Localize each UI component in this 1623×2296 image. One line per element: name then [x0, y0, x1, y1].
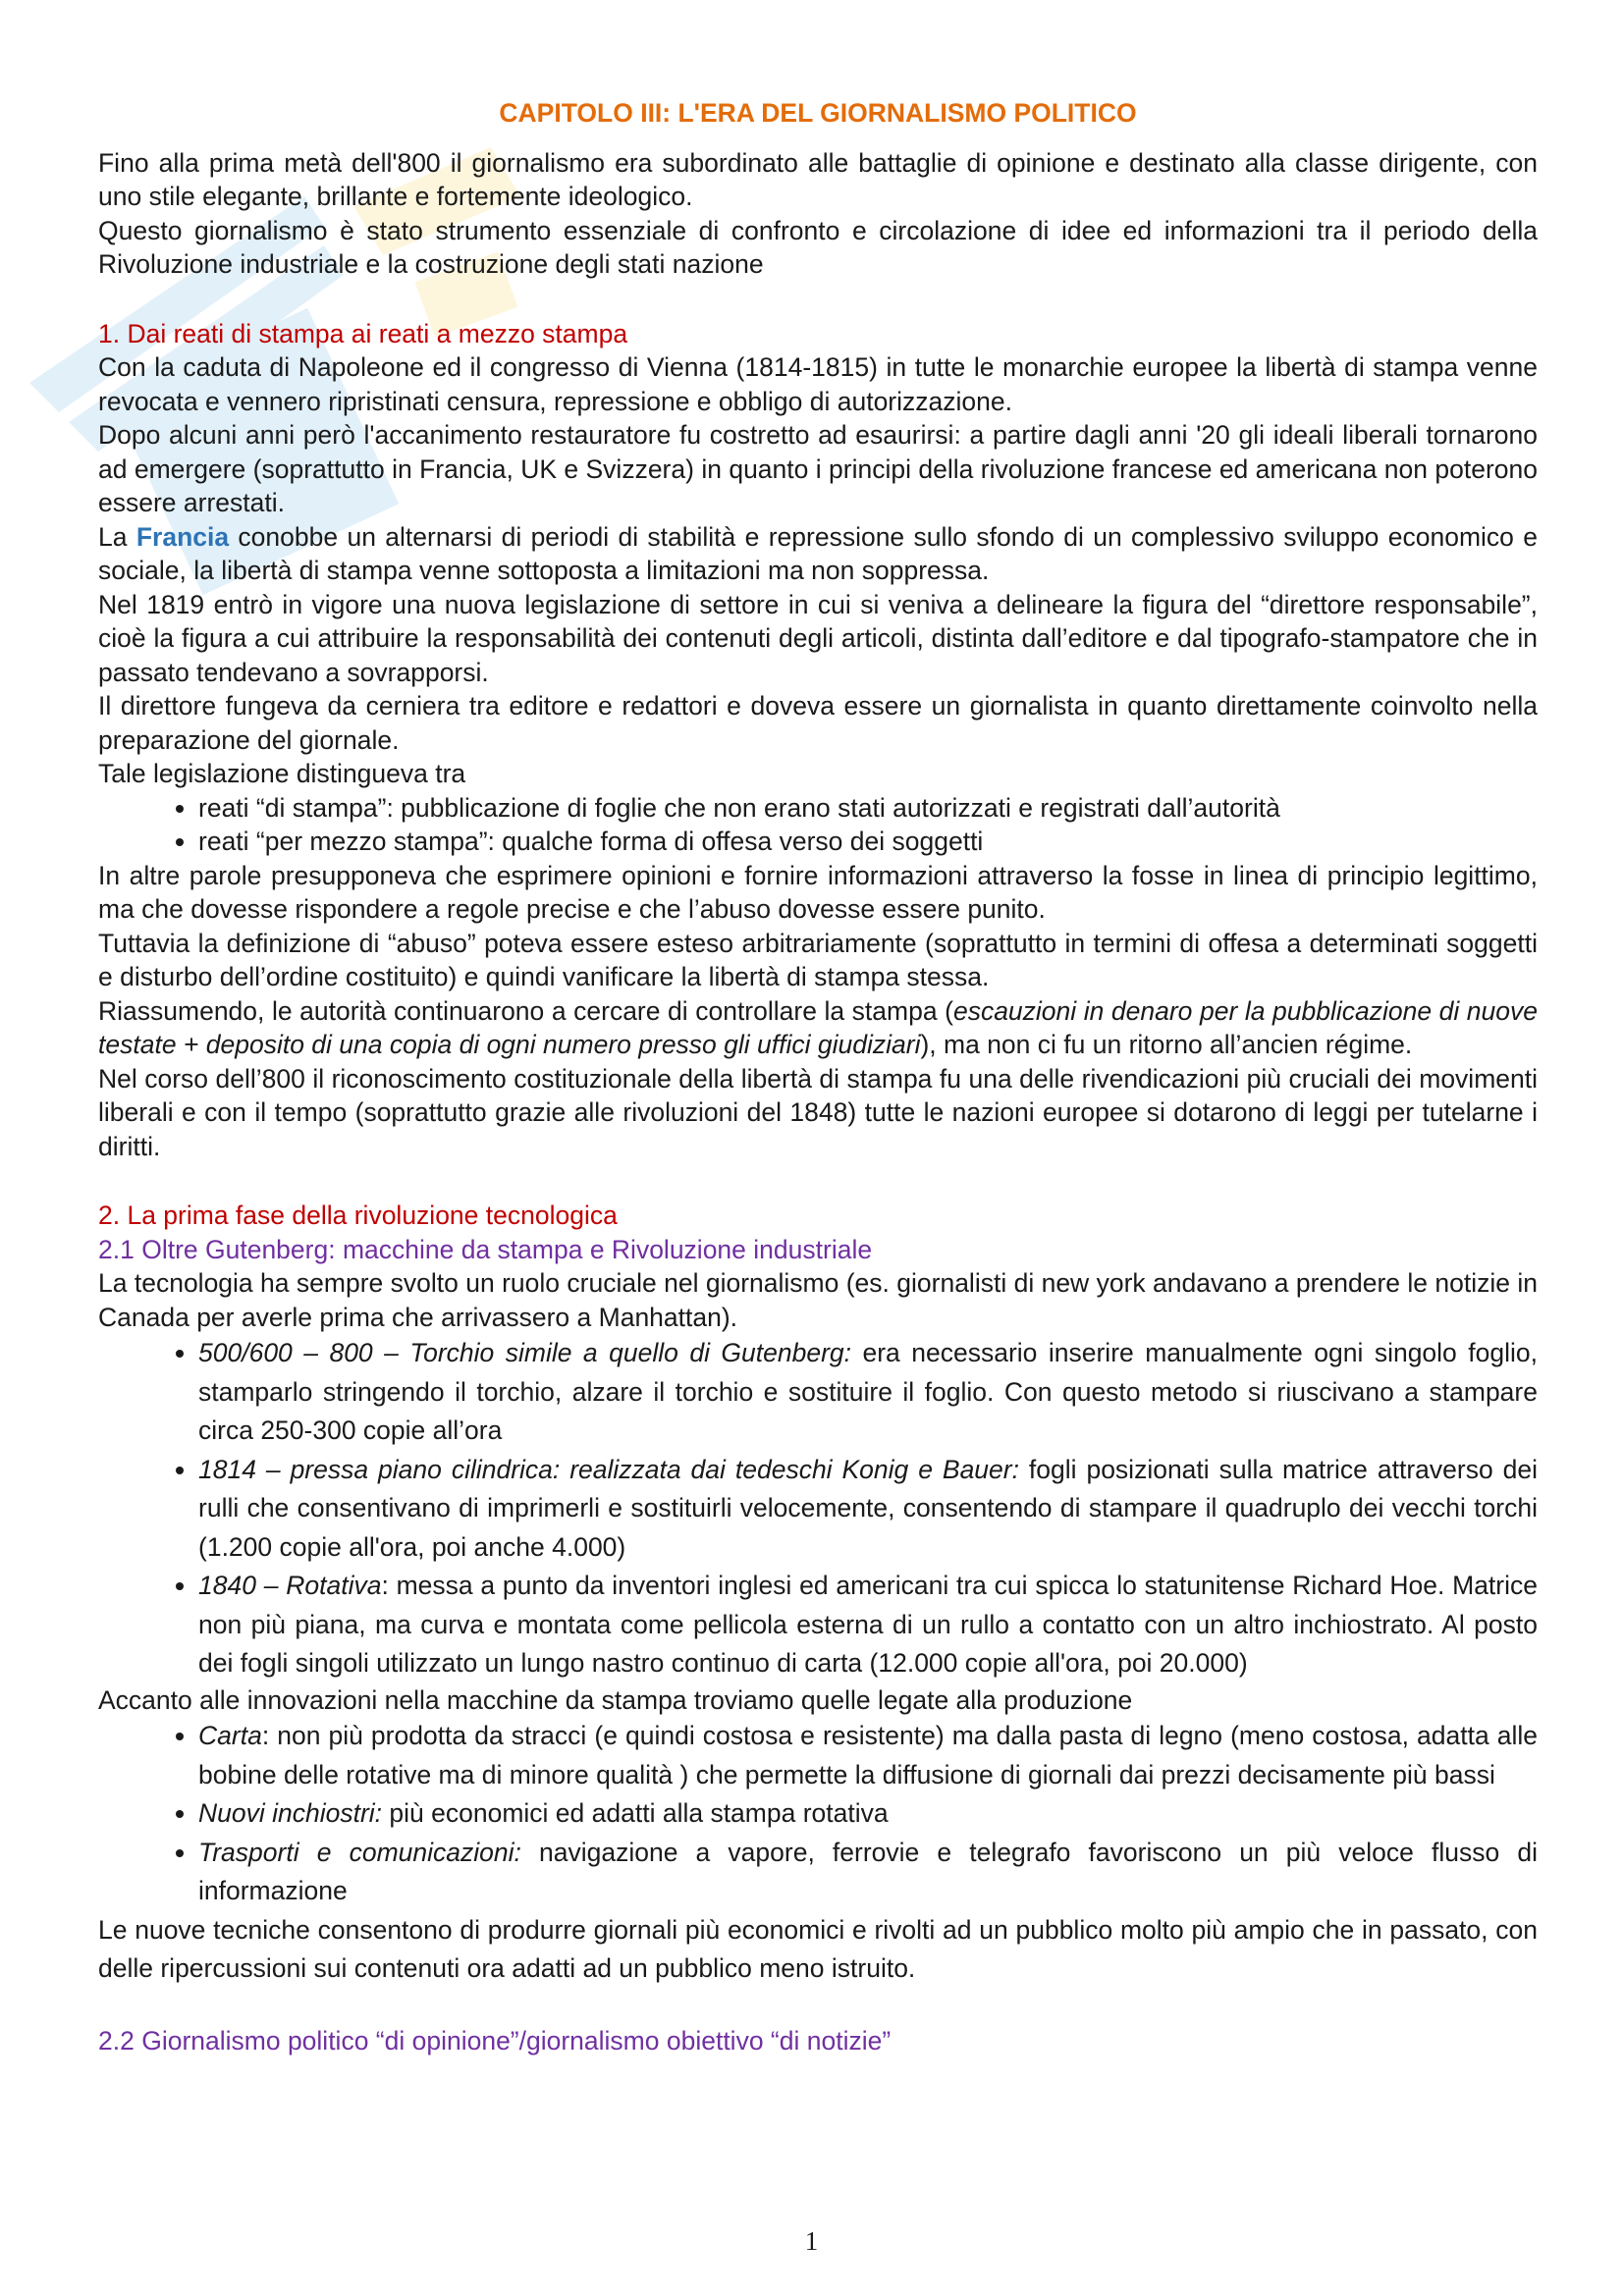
bullet-list [98, 1717, 1538, 1911]
text-span: La [98, 521, 136, 552]
list-item: • reati “di stampa”: pubblicazione di foglie che non erano stati autorizzati e registrati dall’autorità [198, 791, 1538, 826]
text-span: : non più prodotta da stracci (e quindi costosa e resistente) ma dalla pasta di legno (meno costosa, adatta alle bobine delle rotative ma di minore qualità ) che permette la diffusione di giornali dai prezzi decisamente più bassi [198, 1721, 1538, 1789]
paragraph: Con la caduta di Napoleone ed il congresso di Vienna (1814-1815) in tutte le monarchie europee la libertà di stampa venne revocata e vennero ripristinati censura, repressione e obbligo di autorizzazione. [98, 352, 1538, 416]
list-item [198, 1794, 1538, 1834]
paragraph: In altre parole presupponeva che esprimere opinioni e fornire informazioni attraverso la fosse in linea di principio legittimo, ma che dovesse rispondere a regole precise e che l’abuso dovesse essere punito. [98, 860, 1538, 924]
paragraph: Dopo alcuni anni però l'accanimento restauratore fu costretto ad esaurirsi: a partire dagli anni '20 gli ideali liberali tornarono ad emergere (soprattutto in Francia, UK e Svizzera) in quanto i principi della rivoluzione francese ed americana non poterono essere arrestati. [98, 420, 1538, 517]
document-page [98, 96, 1538, 2057]
italic-text: 1814 – pressa piano cilindrica: realizzata dai tedeschi Konig e Bauer: [198, 1454, 1019, 1484]
text-span: più economici ed adatti alla stampa rotativa [382, 1798, 889, 1828]
paragraph: Nel 1819 entrò in vigore una nuova legislazione di settore in cui si veniva a delineare la figura del “direttore responsabile”, cioè la figura a cui attribuire la responsabilità dei contenuti degli articoli, distinta dall’editore e dal tipografo-stampatore che in passato tendevano a sovrapporsi. [98, 589, 1538, 687]
italic-text: Carta [198, 1721, 262, 1750]
list-item [198, 1451, 1538, 1568]
list-item [198, 1334, 1538, 1451]
intro-paragraph: Questo giornalismo è stato strumento essenziale di confronto e circolazione di idee ed informazioni tra il periodo della Rivoluzione industriale e la costruzione degli stati nazione [98, 215, 1538, 279]
paragraph [98, 520, 1538, 588]
list-item: • reati “per mezzo stampa”: qualche forma di offesa verso dei soggetti [198, 825, 1538, 859]
intro-paragraph: Fino alla prima metà dell'800 il giornalismo era subordinato alle battaglie di opinione e destinato alla classe dirigente, con uno stile elegante, brillante e fortemente ideologico. [98, 147, 1538, 211]
paragraph: Tuttavia la definizione di “abuso” poteva essere esteso arbitrariamente (soprattutto in termini di offesa a determinati soggetti e disturbo dell’ordine costituito) e quindi vanificare la libertà di stampa stessa. [98, 928, 1538, 991]
text-span: : messa a punto da inventori inglesi ed americani tra cui spicca lo statunitense Richard Hoe. Matrice non più piana, ma curva e montata come pellicola esterna di un rullo a contatto con un altro inchiostrato. Al posto dei fogli singoli utilizzato un lungo nastro continuo di carta (12.000 copie all'ora, poi 20.000) [198, 1571, 1538, 1678]
italic-text: escauzioni in denaro per la pubblicazione di nuove testate + deposito di una copia di ogni numero presso gli uffici giudiziari [98, 995, 1538, 1059]
italic-text: 500/600 – 800 – Torchio simile a quello di Gutenberg: [198, 1338, 852, 1367]
text-span: fogli posizionati sulla matrice attraverso dei rulli che consentivano di imprimerli e sostituirli velocemente, consentendo di stampare il quadruplo dei vecchi torchi (1.200 copie all'ora, poi anche 4.000) [198, 1454, 1538, 1562]
paragraph: Accanto alle innovazioni nella macchine da stampa troviamo quelle legate alla produzione [98, 1684, 1133, 1715]
paragraph: Le nuove tecniche consentono di produrre giornali più economici e rivolti ad un pubblico molto più ampio che in passato, con delle ripercussioni sui contenuti ora adatti ad un pubblico meno istruito. [98, 1914, 1538, 1983]
paragraph: Nel corso dell’800 il riconoscimento costituzionale della libertà di stampa fu una delle rivendicazioni più cruciali dei movimenti liberali e con il tempo (soprattutto grazie alle rivoluzioni del 1848) tutte le nazioni europee si dotarono di leggi per tutelarne i diritti. [98, 1063, 1538, 1161]
text-span: ), ma non ci fu un ritorno all’ancien régime. [920, 1030, 1413, 1059]
section-heading: 1. Dai reati di stampa ai reati a mezzo stampa [98, 318, 628, 348]
paragraph: La tecnologia ha sempre svolto un ruolo cruciale nel giornalismo (es. giornalisti di new york andavano a prendere le notizie in Canada per averle prima che arrivassero a Manhattan). [98, 1268, 1538, 1332]
text-span: navigazione a vapore, ferrovie e telegrafo favoriscono un più veloce flusso di informazione [198, 1837, 1538, 1905]
subsection-heading: 2.1 Oltre Gutenberg: macchine da stampa e Rivoluzione industriale [98, 1234, 873, 1264]
text-span: Riassumendo, le autorità continuarono a cercare di controllare la stampa ( [98, 995, 953, 1026]
bullet-list [98, 1334, 1538, 1683]
list-item [198, 1834, 1538, 1911]
bullet-list [98, 791, 1538, 859]
paragraph: Il direttore fungeva da cerniera tra editore e redattori e doveva essere un giornalista in quanto direttamente coinvolto nella preparazione del giornale. [98, 691, 1538, 755]
italic-text: Trasporti e comunicazioni: [198, 1837, 521, 1867]
highlight-francia: Francia [135, 521, 230, 552]
section-heading: 2. La prima fase della rivoluzione tecnologica [98, 1201, 618, 1230]
italic-text: Nuovi inchiostri: [198, 1798, 383, 1828]
paragraph: Tale legislazione distingueva tra [98, 759, 466, 788]
list-item [198, 1717, 1538, 1794]
text-span: era necessario inserire manualmente ogni singolo foglio, stamparlo stringendo il torchio, alzare il torchio e sostituire il foglio. Con questo metodo si riuscivano a stampare circa 250-300 copie all’ora [198, 1338, 1538, 1445]
text-span: conobbe un alternarsi di periodi di stabilità e repressione sullo sfondo di un complessivo sviluppo economico e sociale, la libertà di stampa venne sottoposta a limitazioni ma non soppressa. [98, 521, 1538, 585]
chapter-title: CAPITOLO III: L'ERA DEL GIORNALISMO POLITICO [499, 98, 1137, 128]
paragraph [98, 994, 1538, 1062]
list-item [198, 1567, 1538, 1683]
italic-text: 1840 – Rotativa [198, 1571, 382, 1600]
subsection-heading: 2.2 Giornalismo politico “di opinione”/giornalismo obiettivo “di notizie” [98, 2025, 892, 2056]
page-number: 1 [804, 2226, 819, 2256]
